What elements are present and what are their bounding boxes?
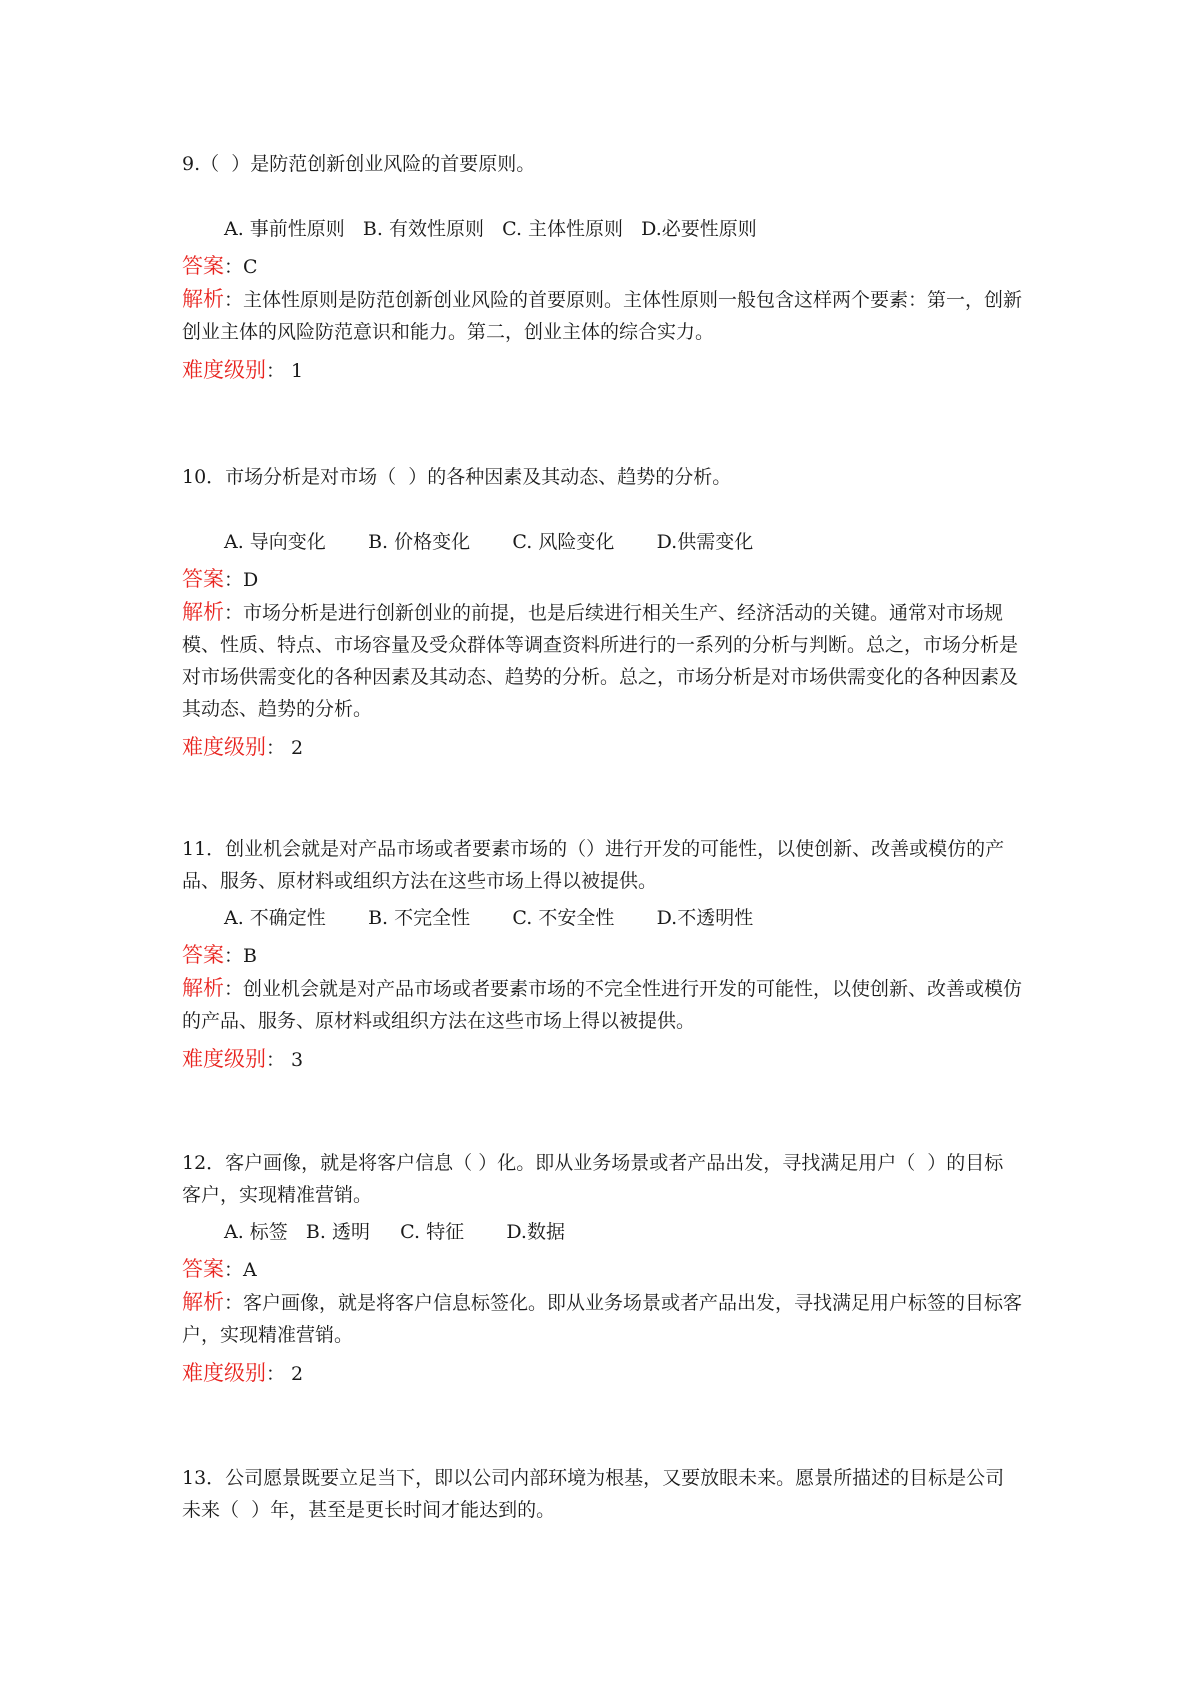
analysis-label: 解析 [182, 287, 224, 311]
difficulty-label: 难度级别 [182, 735, 266, 759]
answer-value: ：C [224, 256, 258, 278]
answer-label: 答案 [182, 567, 224, 591]
difficulty-label: 难度级别 [182, 1047, 266, 1071]
question-options: A. 事前性原则 B. 有效性原则 C. 主体性原则 D.必要性原则 [224, 218, 757, 240]
analysis-text: ：客户画像，就是将客户信息标签化。即从业务场景或者产品出发，寻找满足用户标签的目标客户，实现精准营销。 [182, 1292, 1023, 1346]
difficulty-value: ： 1 [266, 360, 304, 382]
difficulty-line [182, 354, 1022, 387]
answer-line [182, 939, 1022, 972]
answer-value: ：B [224, 945, 257, 967]
difficulty-label: 难度级别 [182, 1361, 266, 1385]
question-stem: 12．客户画像，就是将客户信息（ ）化。即从业务场景或者产品出发，寻找满足用户（ ）的目标客户，实现精准营销。 [182, 1152, 1004, 1206]
difficulty-line [182, 1357, 1022, 1390]
analysis-text: ：主体性原则是防范创新创业风险的首要原则。主体性原则一般包含这样两个要素：第一，创新创业主体的风险防范意识和能力。第二，创业主体的综合实力。 [182, 289, 1023, 343]
analysis-paragraph [182, 972, 1022, 1037]
question-options: A. 标签 B. 透明 C. 特征 D.数据 [224, 1221, 565, 1243]
analysis-paragraph [182, 596, 1022, 725]
question-stem: 11．创业机会就是对产品市场或者要素市场的（）进行开发的可能性，以使创新、改善或模仿的产品、服务、原材料或组织方法在这些市场上得以被提供。 [182, 838, 1005, 892]
question-stem: 9.（ ）是防范创新创业风险的首要原则。 [182, 153, 536, 175]
question-9 [182, 148, 1022, 387]
answer-value: ：A [224, 1259, 257, 1281]
answer-line [182, 563, 1022, 596]
question-options: A. 不确定性 B. 不完全性 C. 不安全性 D.不透明性 [224, 907, 754, 929]
analysis-label: 解析 [182, 600, 224, 624]
answer-value: ：D [224, 569, 259, 591]
answer-label: 答案 [182, 254, 224, 278]
analysis-paragraph [182, 283, 1022, 348]
question-options: A. 导向变化 B. 价格变化 C. 风险变化 D.供需变化 [224, 531, 754, 553]
analysis-label: 解析 [182, 976, 224, 1000]
analysis-text: ：市场分析是进行创新创业的前提，也是后续进行相关生产、经济活动的关键。通常对市场规模、性质、特点、市场容量及受众群体等调查资料所进行的一系列的分析与判断。总之，市场分析是对市场供需变化的各种因素及其动态、趋势的分析。总之，市场分析是对市场供需变化的各种因素及其动态、趋势的分析。 [182, 602, 1019, 720]
question-13 [182, 1462, 1022, 1526]
question-10 [182, 461, 1022, 764]
difficulty-value: ： 2 [266, 737, 304, 759]
answer-label: 答案 [182, 1257, 224, 1281]
question-stem: 13．公司愿景既要立足当下，即以公司内部环境为根基，又要放眼未来。愿景所描述的目标是公司未来（ ）年，甚至是更长时间才能达到的。 [182, 1467, 1005, 1521]
question-11 [182, 833, 1022, 1076]
answer-line [182, 250, 1022, 283]
difficulty-line [182, 1043, 1022, 1076]
difficulty-label: 难度级别 [182, 358, 266, 382]
difficulty-line [182, 731, 1022, 764]
analysis-label: 解析 [182, 1290, 224, 1314]
answer-label: 答案 [182, 943, 224, 967]
question-stem: 10．市场分析是对市场（ ）的各种因素及其动态、趋势的分析。 [182, 466, 732, 488]
difficulty-value: ： 2 [266, 1363, 304, 1385]
answer-line [182, 1253, 1022, 1286]
question-12 [182, 1147, 1022, 1390]
difficulty-value: ： 3 [266, 1049, 304, 1071]
analysis-text: ：创业机会就是对产品市场或者要素市场的不完全性进行开发的可能性，以使创新、改善或模仿的产品、服务、原材料或组织方法在这些市场上得以被提供。 [182, 978, 1023, 1032]
analysis-paragraph [182, 1286, 1022, 1351]
